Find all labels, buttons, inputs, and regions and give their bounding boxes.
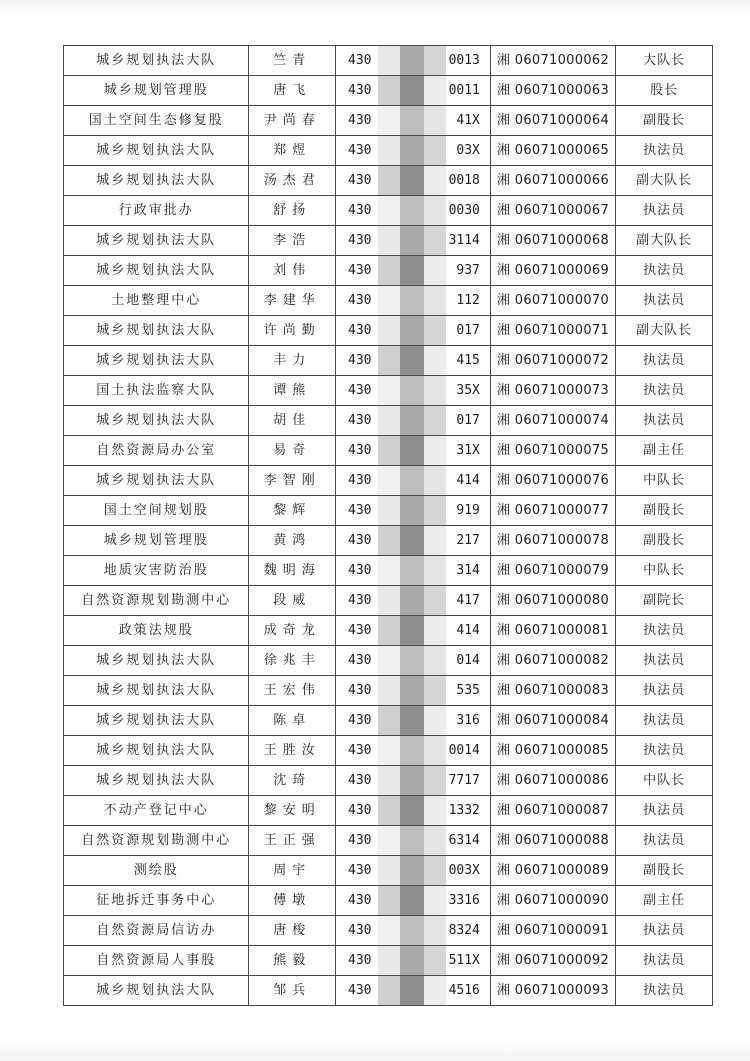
id-number-suffix: 0013 [448,53,480,68]
id-number-prefix: 430 [348,653,372,668]
name-cell: 王胜汝 [249,736,336,766]
certificate-number-cell: 湘 06071000090 [490,886,615,916]
id-number-prefix: 430 [348,143,372,158]
id-number-cell [336,646,491,676]
id-number-cell [336,526,491,556]
department-cell: 国土空间生态修复股 [64,106,249,136]
redaction-mosaic [378,346,446,375]
position-cell: 副股长 [616,496,713,526]
position-cell: 副院长 [616,586,713,616]
id-number-cell [336,106,491,136]
name-cell: 丰力 [249,346,336,376]
department-cell: 政策法规股 [64,616,249,646]
id-number-cell [336,916,491,946]
name-cell: 徐兆丰 [249,646,336,676]
name-cell: 傅墩 [249,886,336,916]
department-cell: 行政审批办 [64,196,249,226]
position-cell: 执法员 [616,376,713,406]
name-cell: 郑煜 [249,136,336,166]
id-number-suffix: 6314 [448,833,480,848]
id-number-cell [336,256,491,286]
table-row [64,856,713,886]
id-number-cell [336,556,491,586]
id-number-suffix: 535 [456,683,480,698]
redaction-mosaic [378,886,446,915]
name-cell: 王正强 [249,826,336,856]
certificate-number-cell: 湘 06071000063 [490,76,615,106]
id-number-suffix: 8324 [448,923,480,938]
department-cell: 城乡规划执法大队 [64,346,249,376]
id-number-suffix: 3114 [448,233,480,248]
table-row [64,676,713,706]
department-cell: 测绘股 [64,856,249,886]
certificate-number-cell: 湘 06071000081 [490,616,615,646]
id-number-prefix: 430 [348,743,372,758]
position-cell: 副大队长 [616,166,713,196]
department-cell: 城乡规划执法大队 [64,736,249,766]
table-row [64,496,713,526]
id-number-prefix: 430 [348,803,372,818]
id-number-cell [336,196,491,226]
department-cell: 城乡规划执法大队 [64,166,249,196]
redaction-mosaic [378,166,446,195]
department-cell: 城乡规划执法大队 [64,46,249,76]
department-cell: 国土执法监察大队 [64,376,249,406]
table-row [64,616,713,646]
id-number-cell [336,286,491,316]
redaction-mosaic [378,526,446,555]
department-cell: 自然资源规划勘测中心 [64,586,249,616]
table-row [64,886,713,916]
name-cell: 黄鸿 [249,526,336,556]
certificate-number-cell: 湘 06071000068 [490,226,615,256]
id-number-prefix: 430 [348,173,372,188]
redaction-mosaic [378,106,446,135]
certificate-number-cell: 湘 06071000065 [490,136,615,166]
position-cell: 执法员 [616,346,713,376]
redaction-mosaic [378,856,446,885]
redaction-mosaic [378,256,446,285]
certificate-number-cell: 湘 06071000071 [490,316,615,346]
table-row [64,646,713,676]
certificate-number-cell: 湘 06071000080 [490,586,615,616]
name-cell: 段威 [249,586,336,616]
name-cell: 汤杰君 [249,166,336,196]
id-number-cell [336,826,491,856]
table-row [64,226,713,256]
certificate-number-cell: 湘 06071000067 [490,196,615,226]
id-number-cell [336,466,491,496]
table-row [64,736,713,766]
name-cell: 李智刚 [249,466,336,496]
name-cell: 魏明海 [249,556,336,586]
position-cell: 大队长 [616,46,713,76]
id-number-suffix: 415 [456,353,480,368]
id-number-cell [336,166,491,196]
table-row [64,196,713,226]
id-number-prefix: 430 [348,473,372,488]
personnel-table [63,45,713,1006]
certificate-number-cell: 湘 06071000069 [490,256,615,286]
position-cell: 副大队长 [616,316,713,346]
redaction-mosaic [378,616,446,645]
table-row [64,256,713,286]
name-cell: 黎安明 [249,796,336,826]
redaction-mosaic [378,196,446,225]
id-number-prefix: 430 [348,833,372,848]
id-number-prefix: 430 [348,293,372,308]
id-number-prefix: 430 [348,563,372,578]
id-number-suffix: 112 [456,293,480,308]
table-row [64,466,713,496]
department-cell: 自然资源局信访办 [64,916,249,946]
redaction-mosaic [378,496,446,525]
name-cell: 熊毅 [249,946,336,976]
id-number-suffix: 0011 [448,83,480,98]
id-number-suffix: 3316 [448,893,480,908]
id-number-suffix: 41X [456,113,480,128]
id-number-cell [336,376,491,406]
id-number-suffix: 017 [456,323,480,338]
id-number-suffix: 0014 [448,743,480,758]
redaction-mosaic [378,556,446,585]
department-cell: 城乡规划执法大队 [64,316,249,346]
name-cell: 黎辉 [249,496,336,526]
table-row [64,976,713,1006]
position-cell: 执法员 [616,706,713,736]
name-cell: 尹尚春 [249,106,336,136]
id-number-prefix: 430 [348,323,372,338]
id-number-prefix: 430 [348,233,372,248]
certificate-number-cell: 湘 06071000062 [490,46,615,76]
position-cell: 执法员 [616,946,713,976]
id-number-cell [336,226,491,256]
table-row [64,436,713,466]
position-cell: 执法员 [616,406,713,436]
name-cell: 邹兵 [249,976,336,1006]
department-cell: 城乡规划执法大队 [64,466,249,496]
department-cell: 城乡规划执法大队 [64,136,249,166]
id-number-suffix: 937 [456,263,480,278]
id-number-prefix: 430 [348,983,372,998]
id-number-suffix: 511X [448,953,480,968]
name-cell: 沈琦 [249,766,336,796]
certificate-number-cell: 湘 06071000092 [490,946,615,976]
id-number-prefix: 430 [348,53,372,68]
certificate-number-cell: 湘 06071000076 [490,466,615,496]
name-cell: 易奇 [249,436,336,466]
redaction-mosaic [378,676,446,705]
id-number-cell [336,46,491,76]
redaction-mosaic [378,736,446,765]
redaction-mosaic [378,286,446,315]
position-cell: 执法员 [616,916,713,946]
redaction-mosaic [378,406,446,435]
id-number-cell [336,976,491,1006]
redaction-mosaic [378,436,446,465]
certificate-number-cell: 湘 06071000078 [490,526,615,556]
position-cell: 执法员 [616,796,713,826]
certificate-number-cell: 湘 06071000073 [490,376,615,406]
id-number-suffix: 0018 [448,173,480,188]
department-cell: 城乡规划执法大队 [64,226,249,256]
department-cell: 土地整理中心 [64,286,249,316]
position-cell: 执法员 [616,646,713,676]
id-number-suffix: 35X [456,383,480,398]
certificate-number-cell: 湘 06071000075 [490,436,615,466]
table-row [64,376,713,406]
redaction-mosaic [378,826,446,855]
table-row [64,766,713,796]
id-number-prefix: 430 [348,353,372,368]
id-number-cell [336,676,491,706]
position-cell: 副大队长 [616,226,713,256]
name-cell: 谭熊 [249,376,336,406]
id-number-cell [336,436,491,466]
id-number-suffix: 217 [456,533,480,548]
table-row [64,526,713,556]
redaction-mosaic [378,76,446,105]
id-number-prefix: 430 [348,443,372,458]
department-cell: 城乡规划管理股 [64,526,249,556]
position-cell: 执法员 [616,976,713,1006]
table-row [64,826,713,856]
certificate-number-cell: 湘 06071000079 [490,556,615,586]
position-cell: 中队长 [616,466,713,496]
table-row [64,316,713,346]
id-number-prefix: 430 [348,383,372,398]
department-cell: 城乡规划执法大队 [64,976,249,1006]
redaction-mosaic [378,316,446,345]
redaction-mosaic [378,466,446,495]
position-cell: 执法员 [616,616,713,646]
id-number-suffix: 31X [456,443,480,458]
redaction-mosaic [378,976,446,1005]
id-number-cell [336,616,491,646]
department-cell: 自然资源规划勘测中心 [64,826,249,856]
table-row [64,556,713,586]
position-cell: 执法员 [616,136,713,166]
name-cell: 成奇龙 [249,616,336,646]
id-number-cell [336,586,491,616]
certificate-number-cell: 湘 06071000091 [490,916,615,946]
table-row [64,46,713,76]
table-row [64,406,713,436]
certificate-number-cell: 湘 06071000064 [490,106,615,136]
position-cell: 副股长 [616,856,713,886]
name-cell: 王宏伟 [249,676,336,706]
redaction-mosaic [378,916,446,945]
department-cell: 城乡规划执法大队 [64,256,249,286]
id-number-cell [336,76,491,106]
id-number-suffix: 414 [456,473,480,488]
department-cell: 城乡规划执法大队 [64,406,249,436]
id-number-prefix: 430 [348,413,372,428]
certificate-number-cell: 湘 06071000087 [490,796,615,826]
id-number-suffix: 417 [456,593,480,608]
id-number-cell [336,736,491,766]
redaction-mosaic [378,46,446,75]
id-number-suffix: 4516 [448,983,480,998]
redaction-mosaic [378,946,446,975]
department-cell: 征地拆迁事务中心 [64,886,249,916]
table-row [64,106,713,136]
id-number-prefix: 430 [348,893,372,908]
department-cell: 不动产登记中心 [64,796,249,826]
id-number-prefix: 430 [348,533,372,548]
table-row [64,166,713,196]
name-cell: 许尚勤 [249,316,336,346]
id-number-prefix: 430 [348,623,372,638]
department-cell: 地质灾害防治股 [64,556,249,586]
position-cell: 副股长 [616,106,713,136]
position-cell: 执法员 [616,676,713,706]
id-number-suffix: 03X [456,143,480,158]
personnel-table-body [64,46,713,1006]
certificate-number-cell: 湘 06071000077 [490,496,615,526]
name-cell: 刘伟 [249,256,336,286]
table-row [64,916,713,946]
id-number-suffix: 316 [456,713,480,728]
name-cell: 陈卓 [249,706,336,736]
certificate-number-cell: 湘 06071000072 [490,346,615,376]
id-number-cell [336,346,491,376]
id-number-cell [336,796,491,826]
id-number-cell [336,766,491,796]
name-cell: 唐梭 [249,916,336,946]
department-cell: 城乡规划执法大队 [64,676,249,706]
position-cell: 副主任 [616,886,713,916]
id-number-prefix: 430 [348,503,372,518]
id-number-cell [336,496,491,526]
id-number-cell [336,316,491,346]
id-number-cell [336,946,491,976]
name-cell: 李建华 [249,286,336,316]
certificate-number-cell: 湘 06071000066 [490,166,615,196]
name-cell: 竺青 [249,46,336,76]
redaction-mosaic [378,706,446,735]
department-cell: 国土空间规划股 [64,496,249,526]
certificate-number-cell: 湘 06071000082 [490,646,615,676]
id-number-suffix: 7717 [448,773,480,788]
position-cell: 副股长 [616,526,713,556]
name-cell: 李浩 [249,226,336,256]
table-row [64,706,713,736]
id-number-cell [336,706,491,736]
certificate-number-cell: 湘 06071000074 [490,406,615,436]
position-cell: 执法员 [616,286,713,316]
position-cell: 执法员 [616,736,713,766]
name-cell: 周宇 [249,856,336,886]
department-cell: 城乡规划执法大队 [64,706,249,736]
table-row [64,76,713,106]
table-row [64,796,713,826]
position-cell: 执法员 [616,826,713,856]
redaction-mosaic [378,796,446,825]
certificate-number-cell: 湘 06071000089 [490,856,615,886]
redaction-mosaic [378,226,446,255]
position-cell: 副主任 [616,436,713,466]
certificate-number-cell: 湘 06071000070 [490,286,615,316]
id-number-cell [336,856,491,886]
id-number-suffix: 003X [448,863,480,878]
id-number-prefix: 430 [348,683,372,698]
table-row [64,946,713,976]
position-cell: 中队长 [616,556,713,586]
id-number-prefix: 430 [348,863,372,878]
department-cell: 城乡规划管理股 [64,76,249,106]
redaction-mosaic [378,646,446,675]
id-number-suffix: 017 [456,413,480,428]
department-cell: 城乡规划执法大队 [64,646,249,676]
id-number-prefix: 430 [348,953,372,968]
id-number-cell [336,136,491,166]
redaction-mosaic [378,376,446,405]
id-number-prefix: 430 [348,713,372,728]
id-number-suffix: 1332 [448,803,480,818]
id-number-prefix: 430 [348,923,372,938]
id-number-prefix: 430 [348,593,372,608]
certificate-number-cell: 湘 06071000085 [490,736,615,766]
table-row [64,136,713,166]
id-number-suffix: 314 [456,563,480,578]
name-cell: 胡佳 [249,406,336,436]
department-cell: 自然资源局人事股 [64,946,249,976]
certificate-number-cell: 湘 06071000083 [490,676,615,706]
redaction-mosaic [378,136,446,165]
id-number-cell [336,886,491,916]
name-cell: 舒扬 [249,196,336,226]
position-cell: 中队长 [616,766,713,796]
name-cell: 唐飞 [249,76,336,106]
certificate-number-cell: 湘 06071000086 [490,766,615,796]
id-number-prefix: 430 [348,773,372,788]
certificate-number-cell: 湘 06071000084 [490,706,615,736]
id-number-prefix: 430 [348,203,372,218]
certificate-number-cell: 湘 06071000088 [490,826,615,856]
id-number-prefix: 430 [348,113,372,128]
position-cell: 执法员 [616,196,713,226]
id-number-suffix: 919 [456,503,480,518]
id-number-suffix: 014 [456,653,480,668]
table-row [64,586,713,616]
id-number-cell [336,406,491,436]
department-cell: 城乡规划执法大队 [64,766,249,796]
id-number-suffix: 0030 [448,203,480,218]
redaction-mosaic [378,586,446,615]
id-number-suffix: 414 [456,623,480,638]
certificate-number-cell: 湘 06071000093 [490,976,615,1006]
table-row [64,286,713,316]
id-number-prefix: 430 [348,263,372,278]
id-number-prefix: 430 [348,83,372,98]
redaction-mosaic [378,766,446,795]
department-cell: 自然资源局办公室 [64,436,249,466]
position-cell: 股长 [616,76,713,106]
table-row [64,346,713,376]
position-cell: 执法员 [616,256,713,286]
